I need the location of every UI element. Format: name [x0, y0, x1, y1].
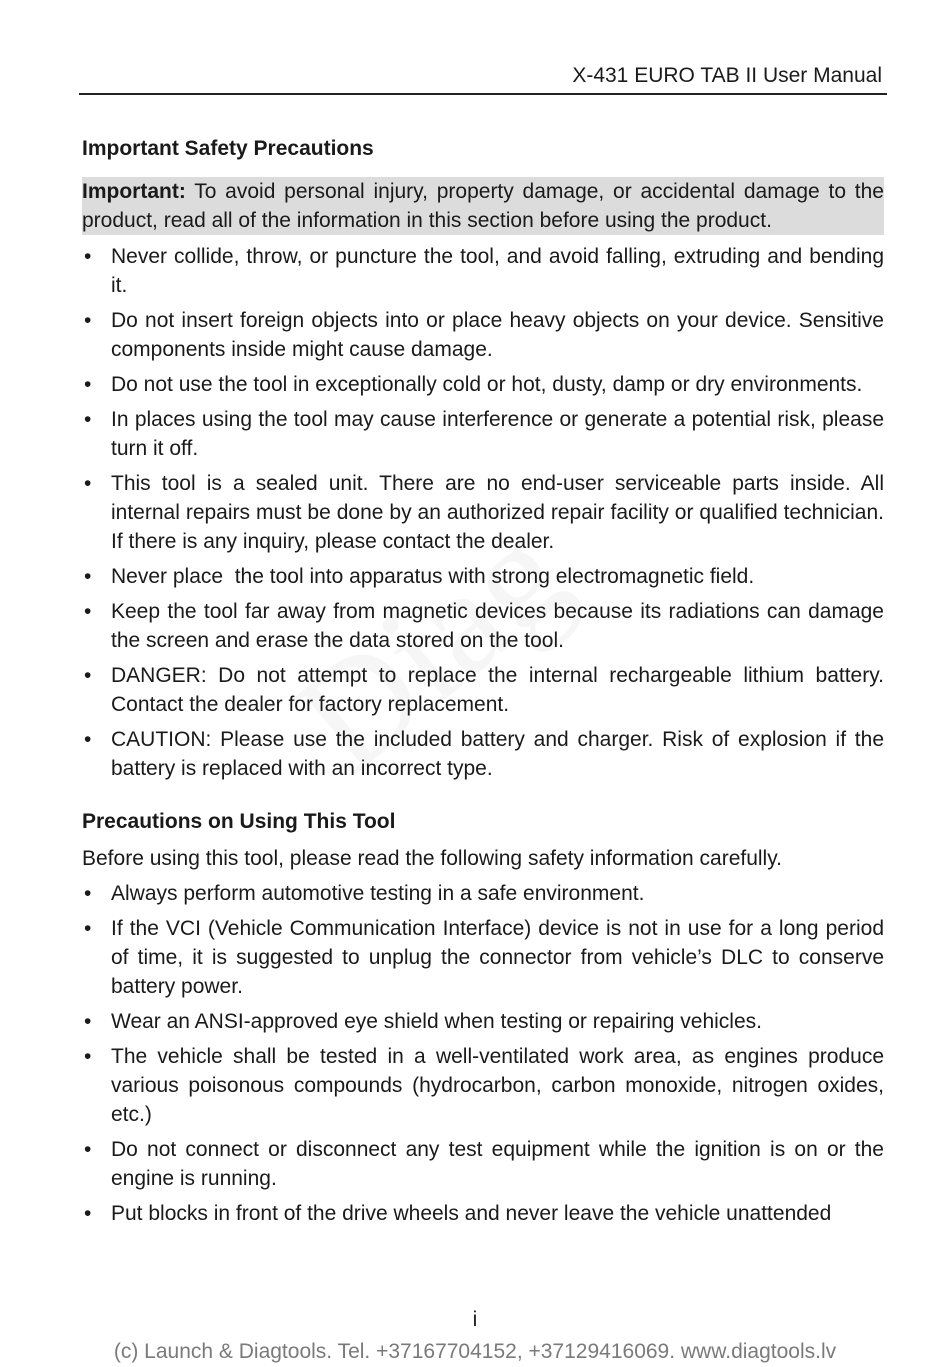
list-item — [82, 661, 884, 719]
section-title-tool: Precautions on Using This Tool — [82, 810, 396, 833]
bullet-icon: • — [84, 664, 92, 687]
list-item-text: This tool is a sealed unit. There are no end-user serviceable parts inside. All internal repairs must be done by an authorized repair facility or qualified technician. If there is any inquiry, please contact the dealer. — [111, 472, 884, 553]
section-title-safety: Important Safety Precautions — [82, 137, 374, 160]
tool-list — [82, 879, 884, 1228]
content — [82, 134, 884, 1234]
bullet-icon: • — [84, 917, 92, 940]
bullet-icon: • — [84, 1138, 92, 1161]
list-item — [82, 469, 884, 556]
list-item-text: Do not insert foreign objects into or place heavy objects on your device. Sensitive components inside might cause damage. — [111, 309, 884, 361]
list-item-text: Put blocks in front of the drive wheels and never leave the vehicle unattended — [111, 1202, 832, 1225]
list-item — [82, 1007, 884, 1036]
list-item — [82, 879, 884, 908]
important-text: To avoid personal injury, property damage, or accidental damage to the product, read all of the information in this section before using the product. — [82, 180, 884, 232]
bullet-icon: • — [84, 600, 92, 623]
list-item — [82, 370, 884, 399]
list-item-text: DANGER: Do not attempt to replace the internal rechargeable lithium battery. Contact the dealer for factory replacement. — [111, 664, 884, 716]
list-item — [82, 405, 884, 463]
important-notice — [82, 177, 884, 235]
list-item-text: Never place the tool into apparatus with strong electromagnetic field. — [111, 565, 755, 588]
bullet-icon: • — [84, 472, 92, 495]
list-item-text: Always perform automotive testing in a safe environment. — [111, 882, 645, 905]
page-number: i — [472, 1308, 478, 1331]
list-item — [82, 725, 884, 783]
list-item — [82, 1135, 884, 1193]
list-item — [82, 562, 884, 591]
bullet-icon: • — [84, 1202, 92, 1225]
list-item — [82, 1042, 884, 1129]
important-label: Important: — [82, 180, 186, 203]
footer-copyright: (c) Launch & Diagtools. Tel. +37167704152, +37129416069. www.diagtools.lv — [113, 1340, 837, 1363]
bullet-icon: • — [84, 408, 92, 431]
list-item-text: Do not connect or disconnect any test equipment while the ignition is on or the engine is running. — [111, 1138, 884, 1190]
list-item — [82, 597, 884, 655]
list-item-text: If the VCI (Vehicle Communication Interface) device is not in use for a long period of time, it is suggested to unplug the connector from vehicle’s DLC to conserve battery power. — [111, 917, 884, 998]
section-tool-precautions — [82, 807, 884, 1228]
list-item — [82, 242, 884, 300]
bullet-icon: • — [84, 373, 92, 396]
list-item-text: Never collide, throw, or puncture the tool, and avoid falling, extruding and bending it. — [111, 245, 884, 297]
list-item — [82, 1199, 884, 1228]
safety-list — [82, 242, 884, 783]
bullet-icon: • — [84, 565, 92, 588]
header-title: X-431 EURO TAB II User Manual — [572, 64, 882, 87]
list-item-text: Do not use the tool in exceptionally cold or hot, dusty, damp or dry environments. — [111, 373, 863, 396]
bullet-icon: • — [84, 245, 92, 268]
bullet-icon: • — [84, 1045, 92, 1068]
list-item-text: Wear an ANSI-approved eye shield when testing or repairing vehicles. — [111, 1010, 762, 1033]
list-item — [82, 306, 884, 364]
bullet-icon: • — [84, 728, 92, 751]
bullet-icon: • — [84, 309, 92, 332]
bullet-icon: • — [84, 1010, 92, 1033]
list-item-text: In places using the tool may cause interference or generate a potential risk, please turn it off. — [111, 408, 884, 460]
list-item-text: Keep the tool far away from magnetic devices because its radiations can damage the screen and erase the data stored on the tool. — [111, 600, 884, 652]
list-item-text: CAUTION: Please use the included battery and charger. Risk of explosion if the battery is replaced with an incorrect type. — [111, 728, 884, 780]
section-intro: Before using this tool, please read the following safety information carefully. — [82, 847, 782, 870]
list-item-text: The vehicle shall be tested in a well-ventilated work area, as engines produce various poisonous compounds (hydrocarbon, carbon monoxide, nitrogen oxides, etc.) — [111, 1045, 884, 1126]
list-item — [82, 914, 884, 1001]
header-rule — [79, 93, 887, 95]
bullet-icon: • — [84, 882, 92, 905]
